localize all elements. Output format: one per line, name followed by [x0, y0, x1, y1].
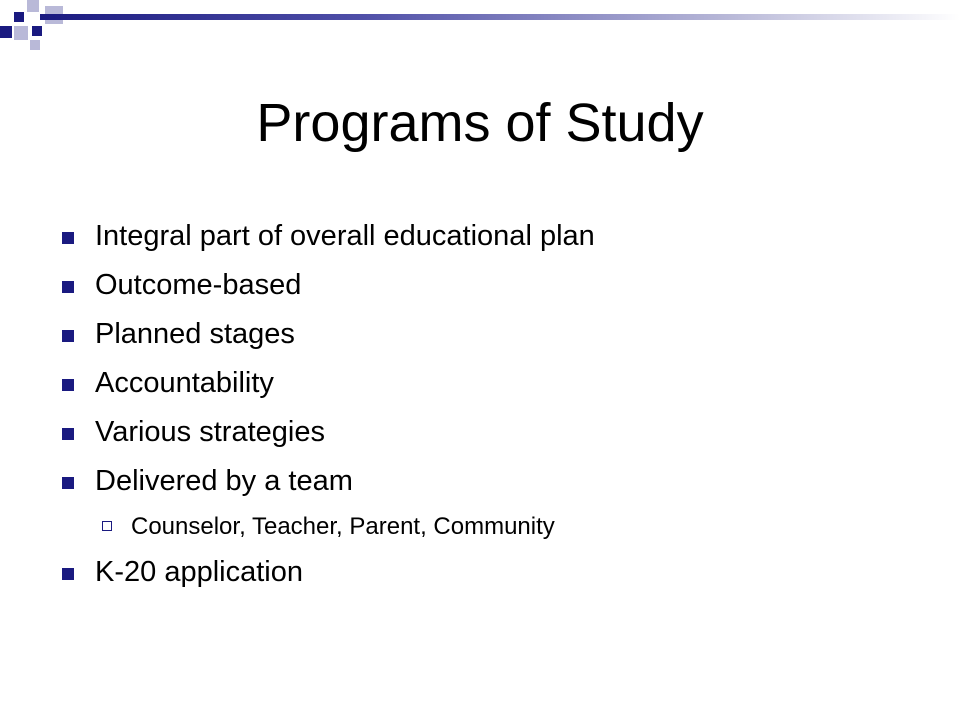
- sub-bullet-text: Counselor, Teacher, Parent, Community: [131, 513, 555, 540]
- square-bullet-icon: [62, 379, 74, 391]
- square-bullet-icon: [62, 477, 74, 489]
- bullet-text: Outcome-based: [95, 269, 302, 301]
- bullet-item: [60, 212, 595, 261]
- bullet-item: [60, 457, 595, 506]
- deco-square-navy: [0, 26, 12, 38]
- bullet-text: Planned stages: [95, 318, 295, 350]
- square-bullet-icon: [62, 281, 74, 293]
- bullet-text: Integral part of overall educational plan: [95, 220, 595, 252]
- slide-title: Programs of Study: [256, 93, 704, 153]
- deco-square-navy: [32, 26, 42, 36]
- deco-square-light: [14, 26, 28, 40]
- header-gradient-bar: [40, 14, 960, 20]
- square-bullet-icon: [62, 232, 74, 244]
- deco-square-light: [27, 0, 39, 12]
- square-bullet-icon: [62, 568, 74, 580]
- bullet-item: [60, 261, 595, 310]
- sub-bullet-item: [60, 506, 595, 548]
- bullet-text: Various strategies: [95, 416, 325, 448]
- square-bullet-icon: [62, 330, 74, 342]
- bullet-item: [60, 359, 595, 408]
- hollow-square-bullet-icon: [102, 521, 112, 531]
- deco-square-light: [30, 40, 40, 50]
- bullet-item: [60, 310, 595, 359]
- bullet-text: Accountability: [95, 367, 274, 399]
- deco-square-navy: [14, 12, 24, 22]
- bullet-item: [60, 548, 595, 597]
- bullet-item: [60, 408, 595, 457]
- bullet-text: K-20 application: [95, 556, 303, 588]
- bullet-text: Delivered by a team: [95, 465, 353, 497]
- bullet-list: [60, 212, 595, 597]
- square-bullet-icon: [62, 428, 74, 440]
